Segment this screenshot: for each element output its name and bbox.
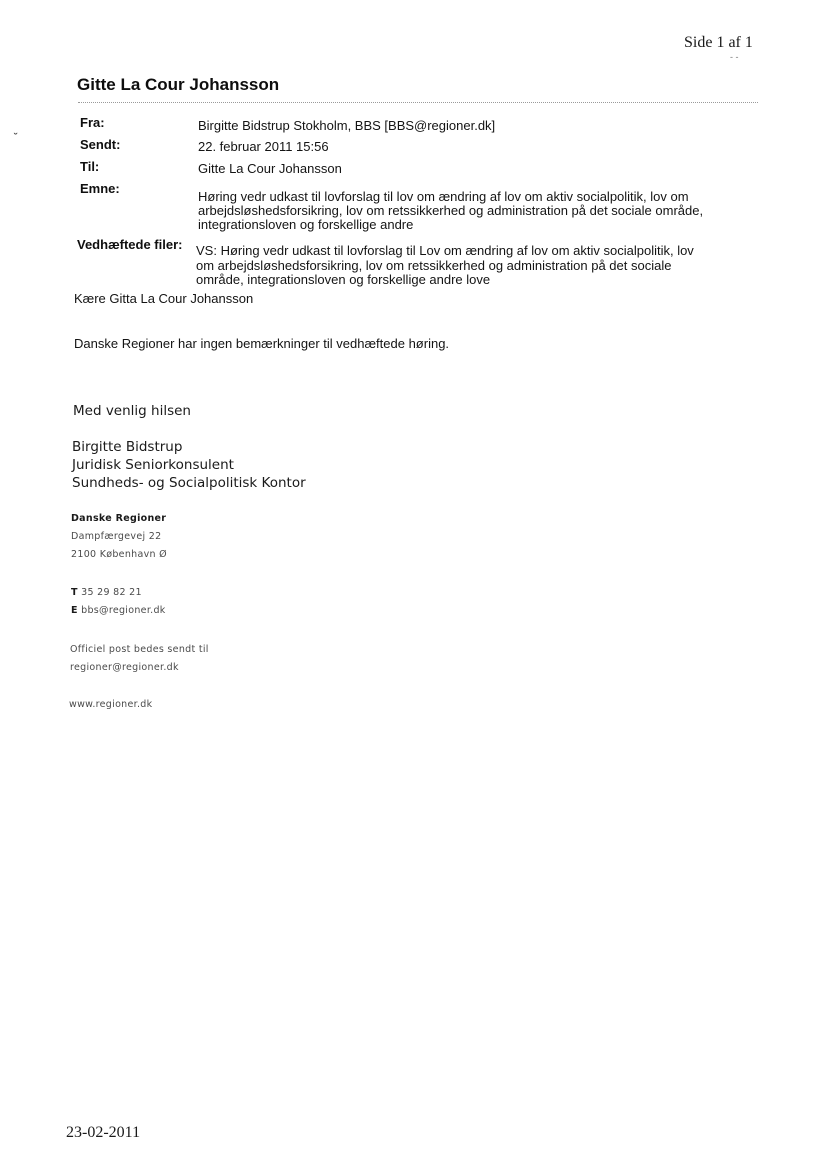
subject-line-2: arbejdsløshedsforsikring, lov om retssikkerhed og administration på det sociale område, bbox=[198, 203, 704, 218]
post-email[interactable]: regioner@regioner.dk bbox=[70, 662, 179, 673]
to-value: Gitte La Cour Johansson bbox=[198, 161, 342, 176]
sent-label: Sendt: bbox=[80, 137, 121, 152]
email-line bbox=[71, 605, 166, 616]
website-link[interactable]: www.regioner.dk bbox=[69, 699, 153, 710]
attachments-line-3[interactable]: område, integrationsloven og forskellige andre love bbox=[196, 272, 491, 287]
subject-label: Emne: bbox=[80, 181, 120, 196]
signature-name: Birgitte Bidstrup bbox=[72, 439, 183, 455]
subject-line-3: integrationsloven og forskellige andre bbox=[198, 217, 414, 232]
phone-line bbox=[71, 587, 142, 598]
from-label: Fra: bbox=[80, 115, 105, 130]
organization-city: 2100 København Ø bbox=[71, 549, 167, 560]
email-label: E bbox=[71, 605, 78, 616]
header-divider bbox=[78, 102, 758, 103]
sent-value: 22. februar 2011 15:56 bbox=[198, 139, 329, 154]
from-value: Birgitte Bidstrup Stokholm, BBS [BBS@regioner.dk] bbox=[198, 118, 496, 133]
phone-number: 35 29 82 21 bbox=[81, 587, 142, 598]
footer-date-stamp: 23-02-2011 bbox=[66, 1124, 141, 1141]
page-number: Side 1 af 1 bbox=[684, 34, 753, 51]
attachments-label: Vedhæftede filer: bbox=[77, 237, 183, 252]
organization-name: Danske Regioner bbox=[71, 513, 167, 524]
page-mark-decoration: - - bbox=[730, 52, 739, 62]
post-note: Officiel post bedes sendt til bbox=[70, 644, 209, 655]
attachments-line-2[interactable]: om arbejdsløshedsforsikring, lov om retssikkerhed og administration på det sociale bbox=[196, 258, 672, 273]
greeting: Kære Gitta La Cour Johansson bbox=[74, 291, 254, 306]
subject-line-1: Høring vedr udkast til lovforslag til lov om ændring af lov om aktiv socialpolitik, lov om bbox=[198, 189, 689, 204]
message-text: Danske Regioner har ingen bemærkninger til vedhæftede høring. bbox=[74, 336, 450, 351]
phone-label: T bbox=[71, 587, 78, 598]
margin-tick-mark: ˘ bbox=[14, 132, 18, 144]
signature-title: Juridisk Seniorkonsulent bbox=[72, 457, 234, 473]
to-label: Til: bbox=[80, 159, 100, 174]
email-address[interactable]: bbs@regioner.dk bbox=[81, 605, 166, 616]
signature-department: Sundheds- og Socialpolitisk Kontor bbox=[72, 475, 306, 491]
closing: Med venlig hilsen bbox=[73, 403, 191, 419]
organization-street: Dampfærgevej 22 bbox=[71, 531, 162, 542]
attachments-line-1[interactable]: VS: Høring vedr udkast til lovforslag til Lov om ændring af lov om aktiv socialpolitik, lov bbox=[196, 243, 694, 258]
mailbox-owner-name: Gitte La Cour Johansson bbox=[77, 75, 280, 94]
